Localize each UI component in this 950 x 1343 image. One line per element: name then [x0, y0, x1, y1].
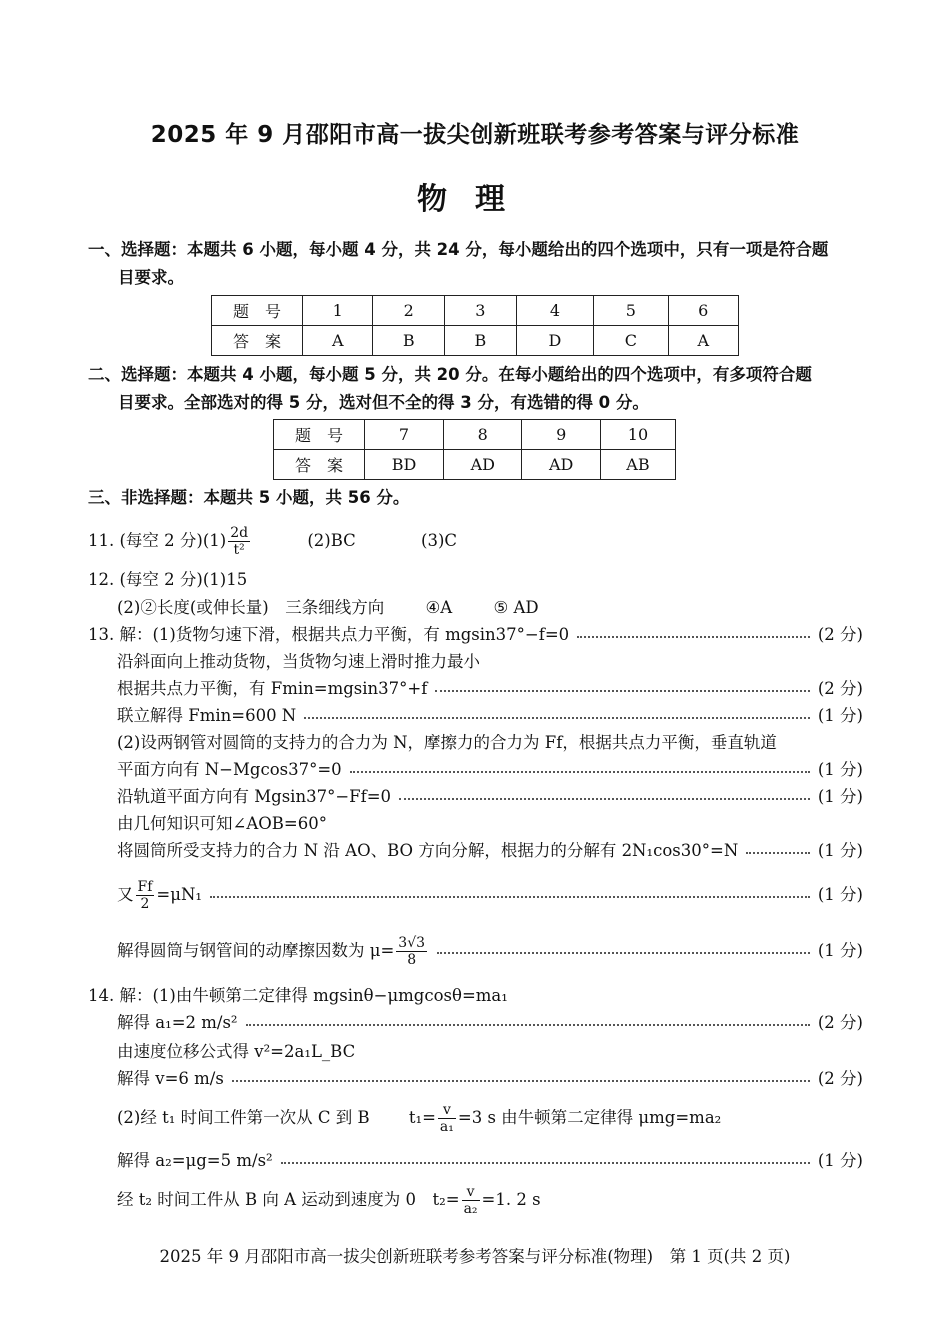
- table-answer-label: 答 案: [212, 326, 303, 356]
- q13-line4: 联立解得 Fmin=600 N (1 分): [117, 706, 863, 725]
- q12-line1: 12. (每空 2 分)(1)15: [88, 570, 248, 589]
- q14-line6: 解得 a₂=μg=5 m/s² (1 分): [117, 1151, 863, 1170]
- q11-part3: (3)C: [421, 531, 458, 550]
- q12-line2: (2)②长度(或伸长量) 三条细线方向 ④A ⑤ AD: [117, 598, 539, 617]
- q14-fraction-t1: $\frac{v}{\text{a₁}}$: [439, 1102, 454, 1135]
- q13-line5: (2)设两钢管对圆筒的支持力的合力为 N，摩擦力的合力为 Ff，根据共点力平衡，垂直轨道: [117, 733, 777, 752]
- q13-line8: 由几何知识可知∠AOB=60°: [117, 814, 327, 833]
- q11-prefix: 11. (每空 2 分)(1): [88, 531, 227, 550]
- page-title: 2025 年 9 月邵阳市高一拔尖创新班联考参考答案与评分标准: [150, 122, 800, 148]
- q13-line6: 平面方向有 N−Mgcos37°=0 (1 分): [117, 760, 863, 779]
- q14-line1: 14. 解：(1)由牛顿第二定律得 mgsinθ−μmgcosθ=ma₁: [88, 986, 508, 1005]
- table-cell: 3: [445, 296, 517, 326]
- q13-line3: 根据共点力平衡，有 Fmin=mgsin37°+f (2 分): [117, 679, 863, 698]
- table-cell: BD: [365, 450, 444, 480]
- table-cell: C: [594, 326, 668, 356]
- section1-line1: 一、选择题：本题共 6 小题，每小题 4 分，共 24 分，每小题给出的四个选项中，只有一项是符合题: [88, 240, 829, 259]
- q11-part2: (2)BC: [307, 531, 356, 550]
- table-cell: B: [373, 326, 445, 356]
- q14-fraction-t2: $\frac{v}{\text{a₂}}$: [463, 1184, 478, 1217]
- q14-line3: 由速度位移公式得 v²=2a₁L_BC: [117, 1042, 356, 1061]
- table-header-label: 题 号: [212, 296, 303, 326]
- q14-line5: (2)经 t₁ 时间工件第一次从 C 到 B t₁= $\frac{v}{\text{a₁}}$ =3 s 由牛顿第二定律得 μmg=ma₂: [117, 1102, 722, 1135]
- table-cell: AB: [600, 450, 675, 480]
- q13-line11: 解得圆筒与钢管间的动摩擦因数为 μ= $\frac{3√3}{8}$ (1 分): [117, 934, 863, 968]
- table-cell: 6: [668, 296, 739, 326]
- table-cell: 8: [444, 420, 522, 450]
- section3-heading: 三、非选择题：本题共 5 小题，共 56 分。: [88, 488, 410, 507]
- q13-line2: 沿斜面向上推动货物，当货物匀速上滑时推力最小: [117, 652, 480, 671]
- q13-fraction-ff: $\frac{Ff}{2}$: [137, 878, 153, 912]
- q14-line2: 解得 a₁=2 m/s² (2 分): [117, 1013, 863, 1032]
- section2-heading: [88, 361, 863, 417]
- q13-fraction-mu: $\frac{3√3}{8}$: [398, 934, 426, 968]
- q13-line9: 将圆筒所受支持力的合力 N 沿 AO、BO 方向分解，根据力的分解有 2N₁cos30°=N (1 分): [117, 841, 863, 860]
- table-cell: 1: [303, 296, 373, 326]
- table-cell: B: [445, 326, 517, 356]
- q11-line: [88, 525, 863, 558]
- q13-line10: 又 $\frac{Ff}{2}$ =μN₁ (1 分): [117, 878, 863, 912]
- section2-line1: 二、选择题：本题共 4 小题，每小题 5 分，共 20 分。在每小题给出的四个选项中，有多项符合题: [88, 365, 812, 384]
- table-cell: A: [668, 326, 739, 356]
- table-cell: 2: [373, 296, 445, 326]
- table-cell: 5: [594, 296, 668, 326]
- table-cell: 4: [516, 296, 594, 326]
- section1-heading: [88, 236, 863, 292]
- section2-answer-table: [273, 419, 676, 480]
- section1-line2: 目要求。: [118, 268, 184, 287]
- table-cell: AD: [522, 450, 600, 480]
- page-footer: 2025 年 9 月邵阳市高一拔尖创新班联考参考答案与评分标准(物理) 第 1 页(共 2 页): [159, 1247, 791, 1266]
- table-cell: A: [303, 326, 373, 356]
- table-answer-label: 答 案: [274, 450, 365, 480]
- section1-answer-table: [211, 295, 739, 356]
- table-cell: 9: [522, 420, 600, 450]
- table-cell: AD: [444, 450, 522, 480]
- q14-line4: 解得 v=6 m/s (2 分): [117, 1069, 863, 1088]
- q11-fraction: $\frac{2d}{\text{t²}}$: [230, 525, 249, 558]
- section2-line2: 目要求。全部选对的得 5 分，选对但不全的得 3 分，有选错的得 0 分。: [118, 393, 649, 412]
- subject-title: 物理: [417, 182, 533, 217]
- table-header-label: 题 号: [274, 420, 365, 450]
- q14-line7: 经 t₂ 时间工件从 B 向 A 运动到速度为 0 t₂= $\frac{v}{\text{a₂}}$ =1. 2 s: [117, 1184, 541, 1217]
- q13-line7: 沿轨道平面方向有 Mgsin37°−Ff=0 (1 分): [117, 787, 863, 806]
- table-cell: 7: [365, 420, 444, 450]
- q13-line1: 13. 解：(1)货物匀速下滑，根据共点力平衡，有 mgsin37°−f=0 (2 分): [88, 625, 863, 644]
- table-cell: D: [516, 326, 594, 356]
- table-cell: 10: [600, 420, 675, 450]
